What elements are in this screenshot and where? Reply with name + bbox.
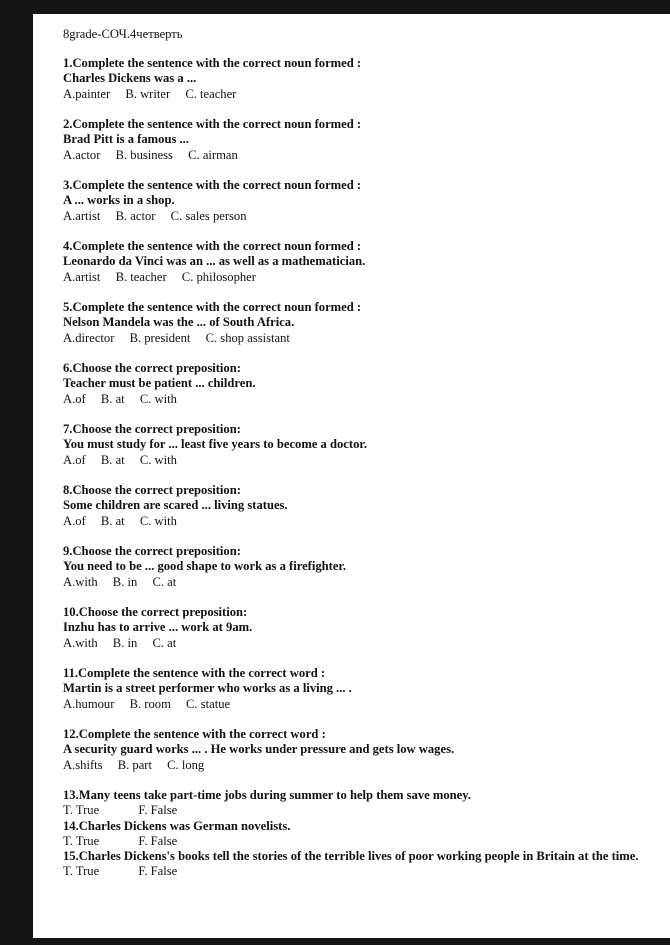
option-c[interactable]: C. with [139, 513, 177, 528]
question-title: 8.Choose the correct preposition: [63, 483, 241, 498]
answer-options [63, 270, 663, 285]
option-b[interactable]: B. in [112, 574, 138, 589]
answer-options [63, 148, 663, 163]
option-a[interactable]: A.actor [63, 147, 101, 162]
option-a[interactable]: A.painter [63, 86, 111, 101]
question-13 [63, 788, 663, 818]
question-stem: Charles Dickens was a ... [63, 71, 197, 86]
question-stem: Nelson Mandela was the ... of South Africa. [63, 315, 295, 330]
question-stem: Some children are scared ... living statues. [63, 498, 288, 513]
option-a[interactable]: A.of [63, 391, 86, 406]
tf-statement: 13.Many teens take part-time jobs during summer to help them save money. [63, 788, 471, 803]
option-c[interactable]: C. long [167, 757, 205, 772]
option-c[interactable]: C. sales person [170, 208, 247, 223]
question-title: 6.Choose the correct preposition: [63, 361, 241, 376]
question-11 [63, 666, 663, 712]
option-true[interactable]: T. True [63, 833, 100, 848]
tf-statement: 14.Charles Dickens was German novelists. [63, 818, 291, 833]
option-c[interactable]: C. at [152, 635, 177, 650]
tf-options [63, 834, 663, 849]
option-a[interactable]: A.with [63, 574, 98, 589]
worksheet-content [63, 27, 663, 879]
option-b[interactable]: B. at [100, 513, 125, 528]
option-c[interactable]: C. with [139, 391, 177, 406]
question-3 [63, 178, 663, 224]
question-stem: You need to be ... good shape to work as a firefighter. [63, 559, 347, 574]
question-7 [63, 422, 663, 468]
option-b[interactable]: B. business [115, 147, 173, 162]
worksheet-header: 8grade-СОЧ.4четверть [63, 27, 183, 41]
worksheet-page [33, 14, 670, 938]
tf-options [63, 803, 663, 818]
option-a[interactable]: A.of [63, 513, 86, 528]
question-15 [63, 849, 663, 879]
question-title: 3.Complete the sentence with the correct noun formed : [63, 178, 362, 193]
question-title: 10.Choose the correct preposition: [63, 605, 248, 620]
answer-options [63, 392, 663, 407]
question-title: 5.Complete the sentence with the correct noun formed : [63, 300, 362, 315]
question-8 [63, 483, 663, 529]
option-c[interactable]: C. at [152, 574, 177, 589]
option-b[interactable]: B. part [117, 757, 152, 772]
answer-options [63, 697, 663, 712]
option-a[interactable]: A.director [63, 330, 115, 345]
question-2 [63, 117, 663, 163]
question-title: 11.Complete the sentence with the correct word : [63, 666, 326, 681]
option-c[interactable]: C. statue [186, 696, 231, 711]
question-stem: A security guard works ... . He works under pressure and gets low wages. [63, 742, 455, 757]
question-12 [63, 727, 663, 773]
answer-options [63, 575, 663, 590]
question-stem: Martin is a street performer who works as a living ... . [63, 681, 352, 696]
tf-options [63, 864, 663, 879]
question-6 [63, 361, 663, 407]
question-stem: Brad Pitt is a famous ... [63, 132, 189, 147]
answer-options [63, 514, 663, 529]
option-b[interactable]: B. at [100, 391, 125, 406]
question-5 [63, 300, 663, 346]
question-stem: A ... works in a shop. [63, 193, 175, 208]
option-a[interactable]: A.with [63, 635, 98, 650]
question-stem: Leonardo da Vinci was an ... as well as a mathematician. [63, 254, 366, 269]
question-stem: Teacher must be patient ... children. [63, 376, 256, 391]
question-10 [63, 605, 663, 651]
option-c[interactable]: C. philosopher [181, 269, 256, 284]
question-4 [63, 239, 663, 285]
option-a[interactable]: A.artist [63, 208, 101, 223]
answer-options [63, 453, 663, 468]
option-true[interactable]: T. True [63, 864, 100, 879]
question-14 [63, 819, 663, 849]
question-title: 12.Complete the sentence with the correct word : [63, 727, 326, 742]
option-a[interactable]: A.of [63, 452, 86, 467]
option-c[interactable]: C. airman [188, 147, 238, 162]
option-a[interactable]: A.artist [63, 269, 101, 284]
answer-options [63, 636, 663, 651]
question-title: 2.Complete the sentence with the correct noun formed : [63, 117, 362, 132]
option-b[interactable]: B. room [129, 696, 171, 711]
option-c[interactable]: C. with [139, 452, 177, 467]
answer-options [63, 209, 663, 224]
question-title: 4.Complete the sentence with the correct noun formed : [63, 239, 362, 254]
option-c[interactable]: C. shop assistant [205, 330, 290, 345]
option-b[interactable]: B. writer [125, 86, 171, 101]
option-b[interactable]: B. at [100, 452, 125, 467]
question-9 [63, 544, 663, 590]
answer-options [63, 331, 663, 346]
option-a[interactable]: A.shifts [63, 757, 103, 772]
question-title: 7.Choose the correct preposition: [63, 422, 241, 437]
question-title: 1.Complete the sentence with the correct noun formed : [63, 56, 362, 71]
question-title: 9.Choose the correct preposition: [63, 544, 241, 559]
question-stem: You must study for ... least five years to become a doctor. [63, 437, 367, 452]
option-b[interactable]: B. actor [115, 208, 156, 223]
option-false[interactable]: F. False [138, 864, 178, 879]
option-true[interactable]: T. True [63, 803, 100, 818]
option-a[interactable]: A.humour [63, 696, 115, 711]
answer-options [63, 758, 663, 773]
tf-statement: 15.Charles Dickens's books tell the stories of the terrible lives of poor working people in Britain at the time. [63, 849, 639, 864]
option-false[interactable]: F. False [138, 833, 178, 848]
option-false[interactable]: F. False [138, 803, 178, 818]
option-b[interactable]: B. teacher [115, 269, 167, 284]
option-b[interactable]: B. in [112, 635, 138, 650]
question-stem: Inzhu has to arrive ... work at 9am. [63, 620, 253, 635]
option-b[interactable]: B. president [129, 330, 191, 345]
question-1 [63, 56, 663, 102]
answer-options [63, 87, 663, 102]
option-c[interactable]: C. teacher [185, 86, 237, 101]
